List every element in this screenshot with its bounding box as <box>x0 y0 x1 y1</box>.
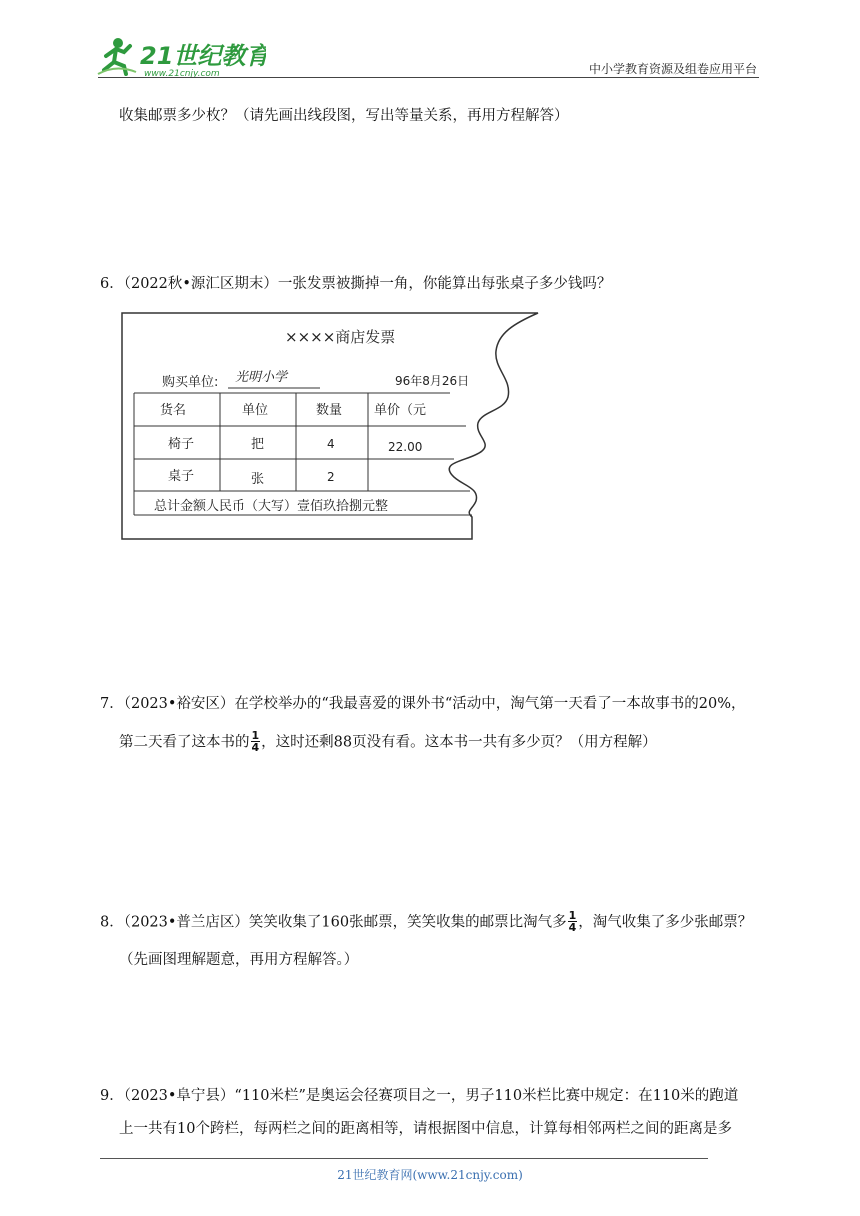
row1-price: 22.00 <box>388 440 423 454</box>
row2-unit: 张 <box>251 472 265 487</box>
q8-fraction <box>568 910 578 933</box>
header-divider <box>98 77 759 78</box>
runner-icon <box>98 38 136 74</box>
row2-name: 桌子 <box>168 469 195 484</box>
q7-line2-a: 第二天看了这本书的 <box>119 734 250 751</box>
q9-line2: 上一共有10个跨栏，每两栏之间的距离相等，请根据图中信息，计算每相邻两栏之间的距离是多 <box>119 1121 732 1137</box>
footer-link[interactable]: 21世纪教育网(www.21cnjy.com) <box>337 1168 523 1182</box>
q7-line2-b: ，这时还剩88页没有看。这本书一共有多少页？（用方程解） <box>261 734 657 751</box>
buyer-name: 光明小学 <box>235 370 288 385</box>
q8-line1-b: ，淘气收集了多少张邮票？ <box>578 914 753 931</box>
frac-numerator: 1 <box>251 729 260 742</box>
q8-line2: （先画图理解题意，再用方程解答。） <box>119 952 359 968</box>
q7-line1: 7．（2023•裕安区）在学校举办的“我最喜爱的课外书“活动中，淘气第一天看了一本故事书的20%， <box>100 696 746 712</box>
torn-invoice-image <box>120 311 550 543</box>
invoice-date: 96年8月26日 <box>395 374 470 388</box>
row2-qty: 2 <box>327 470 335 484</box>
q5-continuation: 收集邮票多少枚？（请先画出线段图，写出等量关系，再用方程解答） <box>119 108 569 124</box>
invoice-total: 总计金额人民币（大写）壹佰玖拾捌元整 <box>154 499 389 514</box>
buyer-label: 购买单位: <box>162 375 219 390</box>
header-unit: 单位 <box>242 403 269 418</box>
site-name: 中小学教育资源及组卷应用平台 <box>588 62 757 76</box>
frac-denominator: 4 <box>251 741 260 754</box>
logo-text: 21世纪教育 <box>140 42 266 70</box>
site-logo <box>96 34 266 80</box>
logo-url: www.21cnjy.com <box>144 69 220 79</box>
header-goods: 货名 <box>160 403 187 418</box>
q7-fraction <box>251 730 261 753</box>
footer-divider <box>100 1158 708 1159</box>
q7-line2 <box>119 731 657 754</box>
q8-line1 <box>100 911 752 934</box>
frac-numerator: 1 <box>568 909 577 922</box>
q6-text: 6．（2022秋•源汇区期末）一张发票被撕掉一角，你能算出每张桌子多少钱吗？ <box>100 276 612 292</box>
frac-denominator: 4 <box>568 921 577 934</box>
row1-name: 椅子 <box>168 437 195 452</box>
row1-unit: 把 <box>251 437 265 452</box>
q8-line1-a: 8．（2023•普兰店区）笑笑收集了160张邮票，笑笑收集的邮票比淘气多 <box>100 914 567 931</box>
invoice-title: ××××商店发票 <box>285 328 396 346</box>
row1-qty: 4 <box>327 437 335 451</box>
header-qty: 数量 <box>316 403 343 418</box>
header-price: 单价（元 <box>374 403 427 418</box>
q9-line1: 9．（2023•阜宁县）“110米栏”是奥运会径赛项目之一，男子110米栏比赛中规定：在110米的跑道 <box>100 1088 739 1104</box>
